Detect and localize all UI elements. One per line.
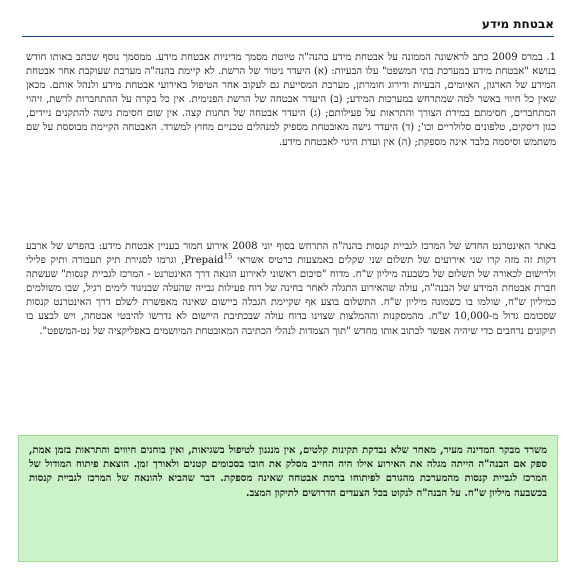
paragraph-2-text-end: , וגרמו לסגירת תיק תעבורה ותיק פלילי ולרישום לכאורה של תשלום של כשבעה מיליון ש"ח. מדוח "סיכום ראשוני לאירוע הונאה דרך האינטרנט - המרכז לגביית קנסות" שעשתה חברת אבטחת המידע של הבנה"ה, עולה שהאירוע התגלה לאחר בחינה של דוח פעילות גבייה שהעלה שבניגוד לימים רגיל, שבו משולמים כמיליון ש"ח, שולמו בו כשמונה מיליון ש"ח. התשלום בוצע אף שקיימת הגבלה ביישום שאינה מאפשרת לשלם דרך האינטרנט קנסות שסכומם גדול מ-10,000 ש"ח. מהמסקנות וההמלצות שצוינו בדוח עולה שבכתיבת היישום לא נדרשו להיבטי אבטחה, ויש לבצע בו תיקונים נרחבים כדי שיהיה אפשר לכתוב אותו מחדש "תוך הצמדות לנהלי הכתיבה המאובטחת המיושמים באפליקציה של נט-המשפט". xyxy=(26,255,556,337)
paragraph-2-text-start: באתר האינטרנט החדש של המרכז לגביית קנסות בהנה"ה התרחש בסוף יוני 2008 אירוע חמור בעניין אבטחת מידע: בהפרש של ארבע דקות זה מזה קרו שני אירועים של תשלום שני שקלים באמצעות כרטיס אשראי Prepaid xyxy=(26,241,557,267)
auditor-remark-text: משרד מבקר המדינה מעיר, מאחר שלא נבדקת תקינות קלטים, אין מנגנון לטיפול בשגיאות, ואין בוחנים חיווים והתראות בזמן אמת, ספק אם הבנה"ה הייתה מגלה את האירוע אילו היה החייב מסלק את חובו בסכומים קטנים ולאורך זמן. הוצאת פיתוח המודול של המרכז לגביית קנסות מהמערכת מהגורם לפיתוחו ברמת אבטחה שאינה מספקת. דבר שהביא להונאה של המרכז לגביית קנסות בכשבעה מיליון ש"ח. על הבנה"ה לנקוט בכל הצעדים הדרושים לתיקון המצב. xyxy=(29,445,547,499)
paragraph-number: 1. xyxy=(546,52,556,63)
paragraph-2 xyxy=(26,240,556,339)
auditor-remark-box xyxy=(18,435,558,562)
paragraph-1 xyxy=(26,51,556,150)
section-title: אבטחת מידע xyxy=(481,17,554,31)
paragraph-1-text: במרס 2009 כתב לראשונה הממונה על אבטחת מידע בהנה"ה טיוטת מסמך מדיניות אבטחת מידע. ממסמך נוסף שכתב באותו חודש בנושא "אבטחת מידע במערכת בתי המשפט" עלו הבעיות: (א) היעדר ניטור של הרשת. לא קיימת בהנה"ה מערכת שעוקבת אחר אבטחת המידע של הארגון, האיומים, הבעיות ודירוג חומרתן, מערכת המסייעת גם לעקוב אחר הטיפול באירועי אבטחת מידע ולנהל אותם. מכאן שאין כל חיווי באשר למה שמתרחש במערכות המידע; (ב) היעדר אבטחה של הרשת הפנימית. אין כל בקרה על ההתחברות לרשת, זיהוי המתחברים, חסימתם במידת הצורך והתראות על פעילותם; (ג) היעדר אבטחה של תחנות קצה. אין שום חסימת גישה להתקנים ניידים, כגון דיסקים, טלפונים סלולריים וכו'; (ד) היעדר גישה מאובטחת מספיק למנהלים טכניים מחוץ למשרד. האבטחה הקיימת מבוססת על שם משתמש וסיסמה בלבד אינה מספקת; (ה) אין ועדת היגוי לאבטחת מידע. xyxy=(26,52,556,148)
footnote-marker[interactable]: 15 xyxy=(223,252,233,261)
title-divider xyxy=(22,36,554,37)
